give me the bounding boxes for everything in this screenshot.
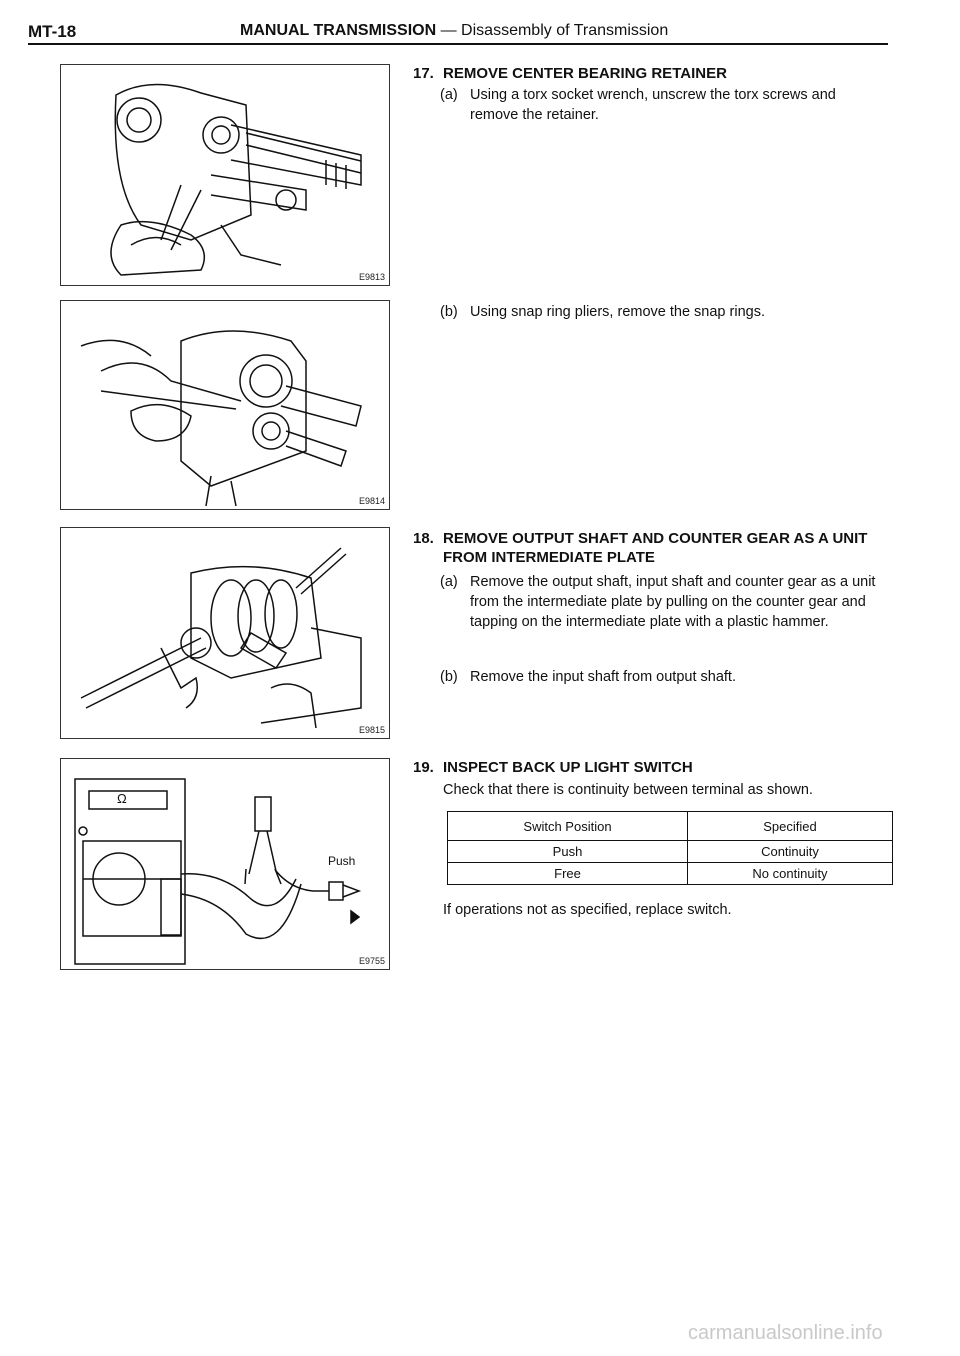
ohm-symbol: Ω [117, 791, 127, 806]
section-title [240, 22, 668, 40]
substep-label: (a) [440, 574, 458, 590]
step-title: INSPECT BACK UP LIGHT SWITCH [443, 759, 693, 776]
figure-e9814-drawing [61, 301, 389, 509]
figure-e9815 [60, 527, 390, 739]
figure-e9815-drawing [61, 528, 389, 738]
push-label: Push [328, 854, 356, 868]
section-name: MANUAL TRANSMISSION [240, 22, 437, 39]
continuity-table [447, 811, 893, 885]
page-id: MT-18 [28, 22, 77, 41]
table-cell: No continuity [687, 863, 892, 885]
table-header-cell: Switch Position [448, 812, 688, 841]
page-header [28, 22, 888, 42]
subsection-name: — Disassembly of Transmission [440, 22, 669, 39]
step-19-note: If operations not as specified, replace switch. [443, 902, 732, 918]
figure-code: E9813 [358, 272, 385, 282]
substep-text: Remove the input shaft from output shaft. [470, 669, 736, 685]
substep-label: (a) [440, 87, 458, 103]
table-header-row [448, 812, 893, 841]
figure-code: E9814 [358, 496, 385, 506]
table-row [448, 841, 893, 863]
substep-text: Remove the output shaft, input shaft and counter gear as a unit from the intermediate plate by pulling on the counter gear and tapping on the intermediate plate with a plastic hammer. [470, 574, 876, 630]
figure-e9814 [60, 300, 390, 510]
step-title: REMOVE CENTER BEARING RETAINER [443, 65, 727, 82]
table-cell: Free [448, 863, 688, 885]
table-cell: Push [448, 841, 688, 863]
step-19-intro: Check that there is continuity between terminal as shown. [443, 782, 813, 798]
substep-text: Using snap ring pliers, remove the snap rings. [470, 304, 765, 320]
figure-e9755 [60, 758, 390, 970]
step-number: 17. [413, 65, 434, 82]
header-rule [28, 43, 888, 45]
table-cell: Continuity [687, 841, 892, 863]
table-header-cell: Specified [687, 812, 892, 841]
substep-label: (b) [440, 304, 458, 320]
table-row [448, 863, 893, 885]
figure-e9813 [60, 64, 390, 286]
substep-label: (b) [440, 669, 458, 685]
step-title: REMOVE OUTPUT SHAFT AND COUNTER GEAR AS A UNIT FROM INTERMEDIATE PLATE [443, 530, 868, 566]
watermark: carmanualsonline.info [688, 1322, 883, 1344]
step-number: 19. [413, 759, 434, 776]
substep-text: Using a torx socket wrench, unscrew the torx screws and remove the retainer. [470, 87, 836, 123]
figure-e9813-drawing [61, 65, 389, 285]
figure-code: E9815 [358, 725, 385, 735]
figure-code: E9755 [358, 956, 385, 966]
step-number: 18. [413, 530, 434, 547]
